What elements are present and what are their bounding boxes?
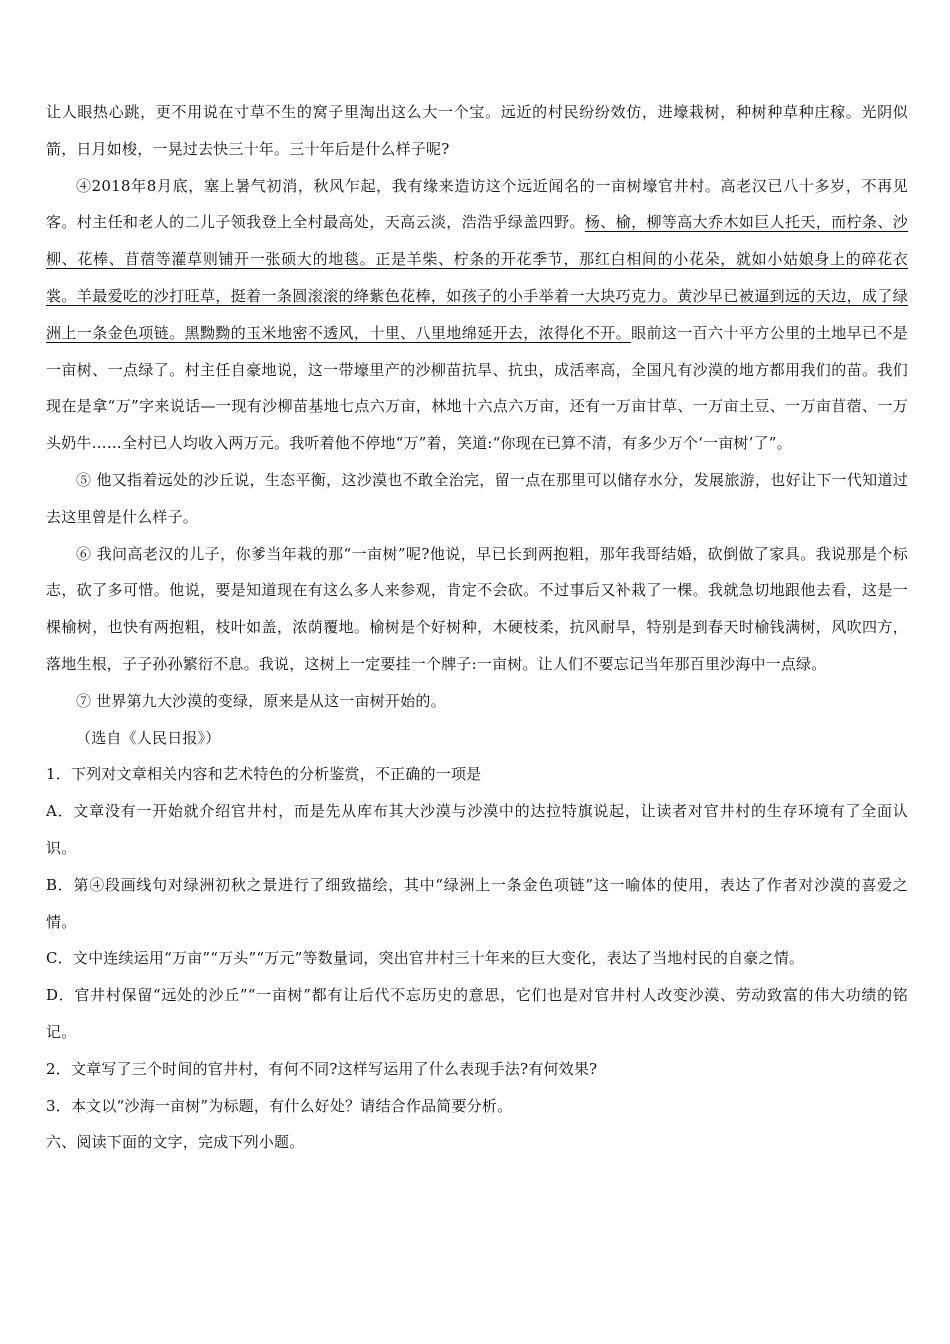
source-citation: （选自《人民日报》）	[76, 728, 221, 747]
paragraph-5: ⑤ 他又指着远处的沙丘说，生态平衡，这沙漠也不敢全治完，留一点在那里可以储存水分，发展旅游，也好让下一代知道过去这里曾是什么样子。	[46, 470, 908, 526]
paragraph-7: ⑦ 世界第九大沙漠的变绿，原来是从这一亩树开始的。	[76, 691, 446, 710]
paragraph-3-tail: 让人眼热心跳，更不用说在寸草不生的窝子里淘出这么大一个宝。远近的村民纷纷效仿，进壕栽树，种树种草种庄稼。光阴似箭，日月如梭，一晃过去快三十年。三十年后是什么样子呢?	[46, 103, 908, 158]
document-page	[46, 94, 908, 1161]
paragraph-4	[46, 168, 908, 462]
question-1: 1．下列对文章相关内容和艺术特色的分析鉴赏，不正确的一项是	[46, 765, 482, 784]
paragraph-4-rest: 眼前这一百六十平方公里的土地早已不是一亩树、一点绿了。村主任自豪地说，这一带壕里产的沙柳苗抗旱、抗虫，成活率高，全国凡有沙漠的地方都用我们的苗。我们现在是拿“万”字来说话—一现有沙柳苗基地七点六万亩，林地十六点六万亩，还有一万亩甘草、一万亩土豆、一万亩苜蓿、一万头奶牛……全村已人均收入两万元。我听着他不停地“万”着，笑道:“你现在已算不清，有多少万个‘一亩树’了”。	[46, 323, 908, 453]
section-6-heading: 六、阅读下面的文字，完成下列小题。	[46, 1133, 305, 1152]
option-c: C．文中连续运用“万亩”“万头”“万元”等数量词，突出官井村三十年来的巨大变化，表达了当地村民的自豪之情。	[46, 949, 805, 968]
paragraph-4-intro: ④2018年8月底，塞上暑气初消，秋风乍起，我有缘来造访这个远近闻名的一亩树壕官井村。高老汉已八十多岁，不再见客。村主任和老人的二儿子领我登上全村最高处，天高云淡，浩浩乎绿盖四野。	[46, 176, 908, 232]
question-2: 2．文章写了三个时间的官井村，有何不同?这样写运用了什么表现手法?有何效果?	[46, 1059, 598, 1078]
option-d: D．官井村保留“远处的沙丘”“一亩树”都有让后代不忘历史的意思，它们也是对官井村人改变沙漠、劳动致富的伟大功绩的铭记。	[46, 986, 908, 1041]
paragraph-4-underlined-sentences: 杨、榆，柳等高大乔木如巨人托天，而柠条、沙柳、花棒、苜蓿等灌草则铺开一张硕大的地毯。正是羊柴、柠条的开花季节，那红白相间的小花朵，就如小姑娘身上的碎花衣裳。羊最爱吃的沙打旺草，挺着一条圆滚滚的绛紫色花棒，如孩子的小手举着一大块巧克力。黄沙早已被逼到远的天边，成了绿洲上一条金色项链。黑黝黝的玉米地密不透风，十里、八里地绵延开去，浓得化不开。	[46, 213, 908, 342]
question-3: 3．本文以“沙海一亩树”为标题，有什么好处？请结合作品简要分析。	[46, 1096, 513, 1115]
option-a: A．文章没有一开始就介绍官井村，而是先从库布其大沙漠与沙漠中的达拉特旗说起，让读者对官井村的生存环境有了全面认识。	[46, 802, 908, 857]
paragraph-6: ⑥ 我问高老汉的儿子，你爹当年栽的那“一亩树”呢?他说，早已长到两抱粗，那年我哥结婚，砍倒做了家具。我说那是个标志，砍了多可惜。他说，要是知道现在有这么多人来参观，肯定不会砍。不过事后又补栽了一棵。我就急切地跟他去看，这是一棵榆树，也快有两抱粗，枝叶如盖，浓荫覆地。榆树是个好树种，木硬枝柔，抗风耐旱，特别是到春天时榆钱满树，风吹四方，落地生根，子子孙孙繁衍不息。我说，这树上一定要挂一个牌子:一亩树。让人们不要忘记当年那百里沙海中一点绿。	[46, 544, 908, 673]
option-b: B．第④段画线句对绿洲初秋之景进行了细致描绘，其中“绿洲上一条金色项链”这一喻体的使用，表达了作者对沙漠的喜爱之情。	[46, 875, 908, 931]
